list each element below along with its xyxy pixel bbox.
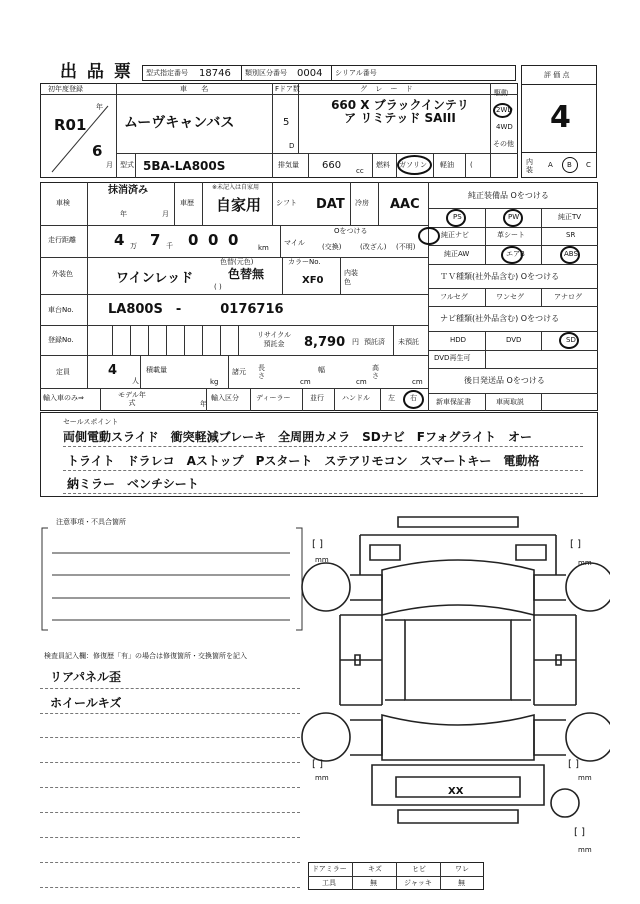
diagram-mark: XX [448, 786, 464, 797]
recolor-paren: ( ) [214, 283, 222, 291]
inspection-month-suffix: 月 [162, 210, 169, 218]
eval-header [521, 65, 597, 85]
capacity-label: 定員 [56, 368, 70, 376]
drive-4wd: 4WD [496, 123, 513, 131]
mileage-digit-2: 7 [150, 231, 161, 249]
model-year-suffix: 年 [200, 400, 207, 408]
recycle-unpaid: 未預託 [398, 338, 419, 346]
shift-label: シフト [276, 199, 297, 207]
history-label: 車歴 [180, 199, 194, 207]
equip-navi: 純正ナビ [441, 231, 469, 239]
month-suffix: 月 [106, 161, 113, 169]
class-no-box [241, 65, 332, 81]
height-unit: cm [412, 378, 423, 386]
type-no-label: 型式指定番号 [146, 69, 188, 77]
footer-jack-none: 無 [458, 879, 465, 887]
mm-rr: mm [578, 774, 592, 782]
mileage-digits [108, 229, 280, 253]
int-color-label: 内装色 [344, 269, 358, 286]
class-no-label: 類別区分番号 [245, 69, 287, 77]
car-diagram [300, 505, 610, 850]
load-label: 積載量 [146, 366, 167, 374]
bracket-rl: [ ] [312, 759, 323, 770]
first-reg-month: 6 [92, 142, 103, 160]
inspection: 抹消済み [108, 185, 148, 196]
doors: 5 [283, 117, 290, 128]
sen-unit: 千 [166, 242, 173, 250]
sales-line-3: 納ミラー ベンチシート [67, 477, 199, 491]
sales-line-1: 両側電動スライド 衝突軽減ブレーキ 全周囲カメラ SDナビ Fフォグライト オー [63, 430, 533, 444]
fuel-circle [397, 155, 432, 175]
equip-leather: 革シート [497, 231, 525, 239]
recycle-label: リサイクル預託金 [256, 331, 292, 348]
equip-airbag: エアB [506, 250, 525, 258]
fuel-label: 燃料 [376, 161, 390, 169]
nav-dvd: DVD [506, 336, 522, 344]
pw-circle [503, 209, 523, 227]
handle-right-circle [403, 390, 424, 409]
color: ワインレッド [116, 271, 194, 286]
mileage-digit-1: 4 [114, 231, 125, 249]
footer-break: ワレ [455, 865, 469, 873]
handle-right: 右 [410, 394, 417, 402]
color-no: XF0 [302, 275, 324, 286]
mileage-digit-3: 0 [188, 231, 199, 249]
recycle-paid: 預託済 [364, 338, 385, 346]
ac-label: 冷房 [355, 199, 369, 207]
model: 5BA-LA800S [143, 159, 226, 173]
dims-label: 諸元 [232, 368, 246, 376]
grade: 660 X ブラックインテリア リミテッド SAIII [331, 98, 469, 125]
tv-oneseg: ワンセグ [496, 293, 524, 301]
drive-other: その他 [493, 140, 514, 148]
recycle-amount: 8,790 [304, 335, 346, 350]
model-label: 型式 [120, 161, 134, 169]
serial-box [331, 65, 516, 81]
mm-fr: mm [578, 559, 592, 567]
type-no-value: 18746 [199, 68, 231, 79]
ps-circle [446, 209, 466, 227]
recycle-unit: 円 [352, 338, 359, 346]
man-unit: 万 [130, 242, 137, 250]
door-d: D [289, 142, 295, 150]
nav-title: ナビ種類(社外品含む) Oをつける [440, 314, 560, 323]
interior-a: A [548, 161, 553, 169]
note-item-2: ホイールキズ [50, 696, 122, 710]
equip-title: 純正装備品 Oをつける [468, 191, 549, 200]
interior-b-circle [562, 157, 578, 173]
page-title: 出 品 票 [60, 62, 133, 82]
mile-label: マイル [284, 239, 305, 247]
mm-rl: mm [315, 774, 329, 782]
tv-fullseg: フルセグ [440, 293, 468, 301]
recolor-label: 色替(元色) [220, 258, 254, 266]
length-label: 長さ [258, 364, 265, 380]
type-no-box [142, 65, 242, 81]
sales-block [40, 412, 598, 497]
car-name-label: 車 名 [180, 85, 215, 93]
cc-unit: cc [356, 167, 364, 175]
notes-bracket [40, 520, 305, 635]
equip-abs: ABS [564, 250, 578, 258]
bracket-rr: [ ] [568, 759, 579, 770]
interior-b: B [567, 161, 572, 169]
width-unit: cm [356, 378, 367, 386]
height-label: 高さ [372, 364, 379, 380]
sales-line-2: トライト ドラレコ Aストップ Pスタート ステアリモコン スマートキー 電動格 [67, 454, 540, 468]
color-label: 外装色 [52, 270, 73, 278]
interior-label: 内装 [526, 158, 533, 174]
fuel-diesel: 軽油 [440, 161, 454, 169]
fuel-gasoline: ガソリン [399, 161, 427, 169]
reg-slash [42, 96, 114, 176]
displacement: 660 [322, 160, 342, 171]
drive-2wd: 2WD [496, 106, 513, 114]
handle-left: 左 [388, 394, 395, 402]
bracket-fr: [ ] [570, 539, 581, 550]
eval-label: 評 価 点 [544, 71, 570, 79]
score-box [521, 84, 597, 153]
drive-label: 駆動 [494, 89, 508, 97]
nav-hdd: HDD [450, 336, 467, 344]
equip-ps: PS [453, 213, 462, 221]
footer-tools-none: 無 [370, 879, 377, 887]
footer-jack: ジャッキ [404, 879, 432, 887]
abs-circle [560, 246, 580, 264]
bracket-spare: [ ] [574, 827, 585, 838]
car-name: ムーヴキャンバス [124, 115, 235, 131]
mm-spare: mm [578, 846, 592, 854]
class-no-value: 0004 [297, 68, 323, 79]
notes-label: 注意事項・不具合箇所 [56, 518, 126, 526]
footer-crack: ヒビ [412, 865, 426, 873]
nin-unit: 人 [132, 377, 139, 385]
tv-analog: アナログ [554, 293, 582, 301]
model-year-label: モデル年式 [118, 391, 146, 407]
kg-unit: kg [210, 378, 219, 386]
import-dealer: ディーラー [256, 394, 291, 402]
inspector-label: 検査員記入欄：修復歴「有」の場合は修復箇所・交換箇所を記入 [44, 652, 247, 660]
history-note: ※未記入は自家用 [212, 184, 260, 191]
inspection-label: 車検 [56, 199, 70, 207]
equip-aw: 純正AW [444, 250, 470, 258]
reg-no-label: 登録No. [48, 336, 74, 344]
mileage-label: 走行距離 [48, 236, 76, 244]
drive-2wd-circle [493, 103, 512, 118]
import-parallel: 並行 [310, 394, 324, 402]
navi-circle [418, 227, 440, 245]
grade-label: グ レ ー ド [360, 85, 416, 93]
fuel-other: ( [470, 161, 473, 169]
recolor: 色替無 [228, 267, 265, 281]
capacity: 4 [108, 363, 118, 378]
serial-label: シリアル番号 [335, 69, 377, 77]
bracket-fl: [ ] [312, 539, 323, 550]
equip-tv: 純正TV [558, 213, 582, 221]
mark-note: Oをつける [334, 227, 368, 235]
mileage-digit-4: 0 [208, 231, 219, 249]
dvd-playback: DVD再生可 [434, 354, 471, 362]
length-unit: cm [300, 378, 311, 386]
mile-opt-exchange: (交換) [322, 243, 342, 251]
equip-pw: PW [508, 213, 520, 221]
later-warranty: 新車保証書 [436, 398, 471, 406]
mm-fl: mm [315, 556, 329, 564]
mileage-digit-5: 0 [228, 231, 239, 249]
sales-label: セールスポイント [63, 418, 119, 426]
history: 自家用 [216, 196, 262, 214]
note-item-1: リアパネル歪 [50, 670, 122, 684]
handle-label: ハンドル [342, 394, 370, 402]
footer-tools: 工具 [322, 879, 336, 887]
door-label: Fドア数 [275, 85, 300, 93]
later-manual: 車両取説 [496, 398, 524, 406]
first-reg-year: R01 [54, 116, 87, 134]
km-unit: km [258, 244, 269, 252]
interior-grade-box [521, 152, 597, 178]
footer-scratch: キズ [368, 865, 382, 873]
import-label: 輸入車のみ⇒ [43, 394, 84, 402]
airbag-circle [501, 246, 523, 264]
color-no-label: カラーNo. [288, 258, 321, 266]
import-type-label: 輸入区分 [211, 394, 239, 402]
nav-sd: SD [566, 336, 576, 344]
disp-label: 排気量 [278, 161, 299, 169]
footer-mirror: ドアミラー [312, 865, 347, 873]
frame-label: 車台No. [48, 306, 74, 314]
shift: DAT [316, 197, 345, 212]
inspection-year-suffix: 年 [120, 210, 127, 218]
width-label: 幅 [318, 366, 325, 374]
frame-no: LA800S - 0176716 [108, 302, 284, 317]
sd-circle [559, 332, 579, 349]
later-title: 後日発送品 Oをつける [464, 376, 545, 385]
ac: AAC [390, 197, 420, 212]
equip-sr: SR [566, 231, 576, 239]
mile-opt-tampered: (改ざん) [360, 243, 387, 251]
score: 4 [550, 100, 571, 135]
year-suffix: 年 [96, 103, 103, 111]
first-reg-label: 初年度登録 [48, 85, 83, 93]
tv-title: ＴＶ種類(社外品含む) Oをつける [440, 272, 560, 281]
interior-c: C [586, 161, 591, 169]
mile-opt-unknown: (不明) [396, 243, 416, 251]
